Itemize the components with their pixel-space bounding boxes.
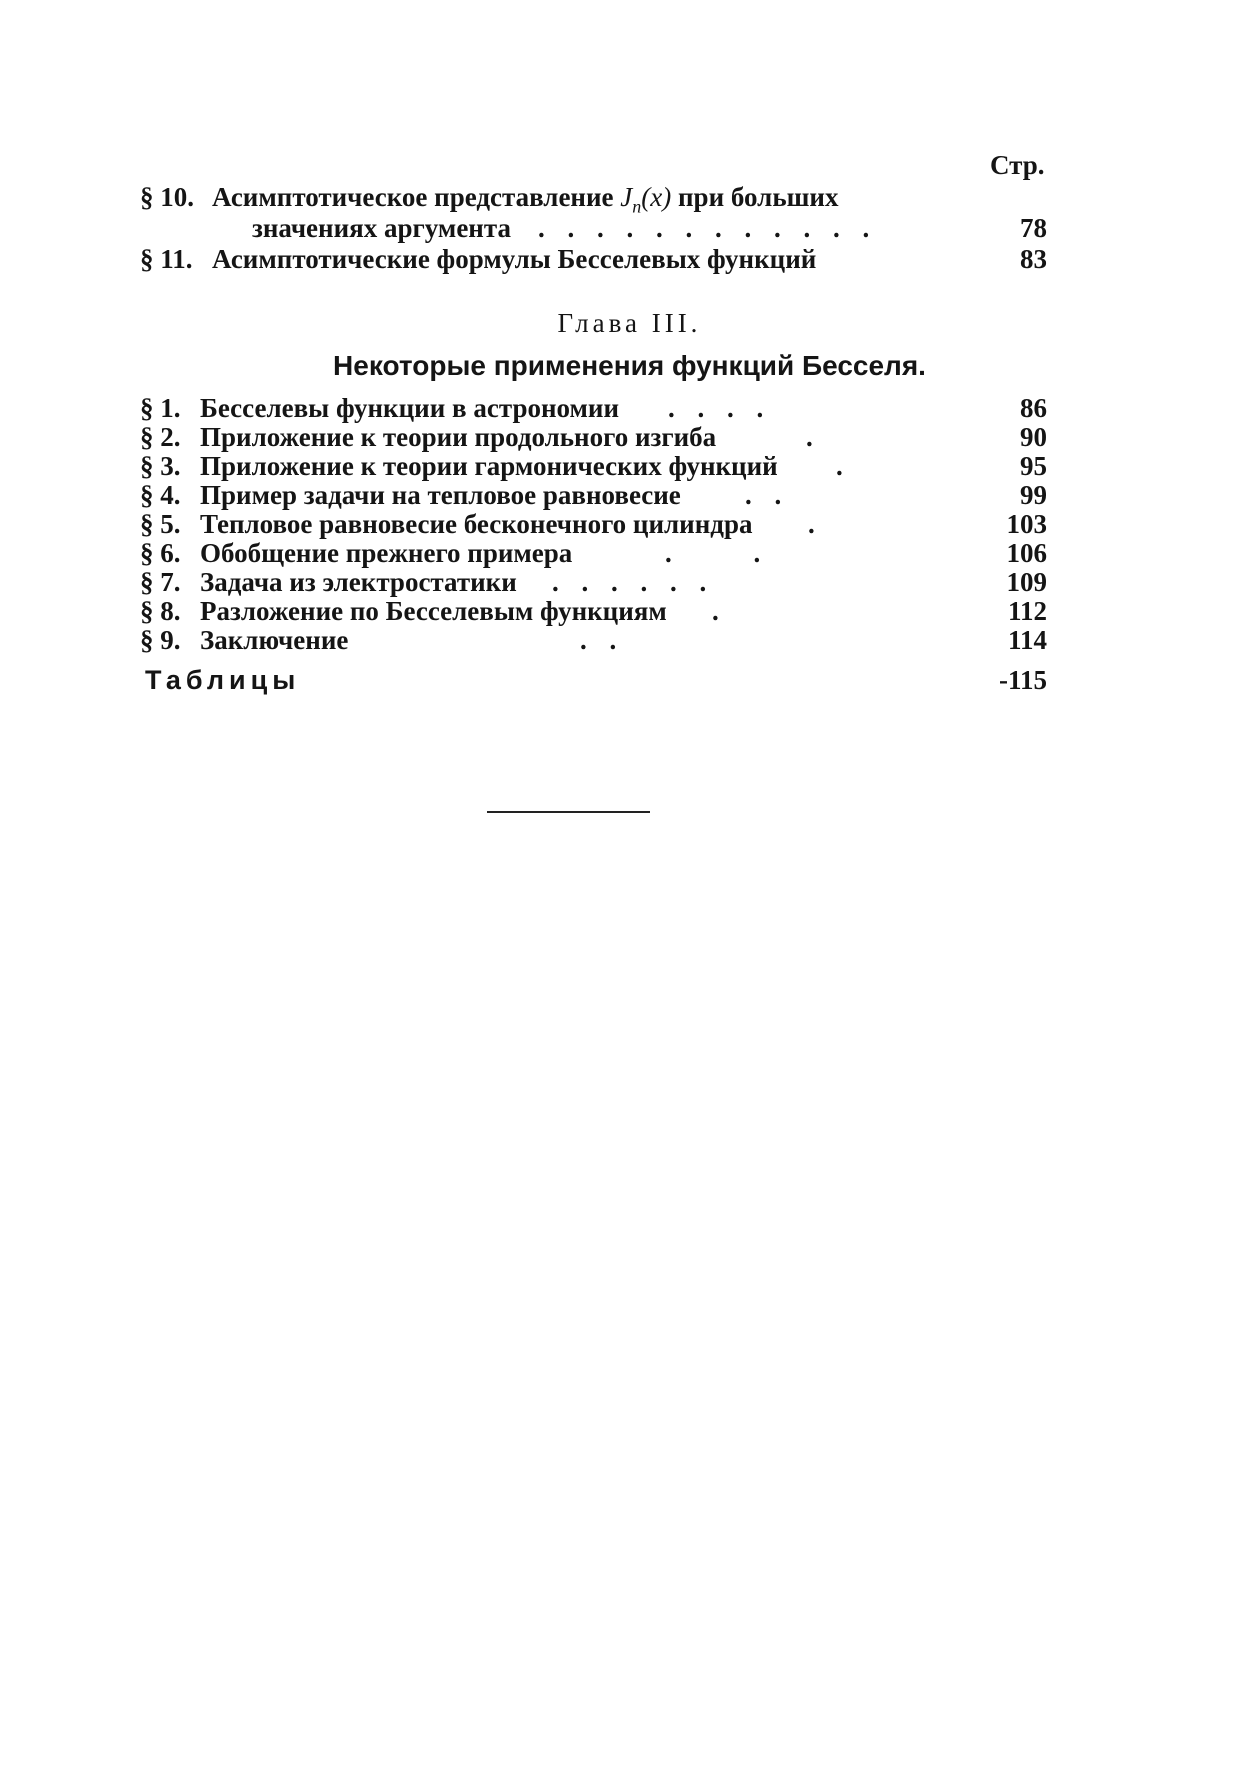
leader-dots: . . . .	[668, 393, 772, 423]
section-number: § 4.	[140, 480, 181, 510]
toc-entry	[0, 480, 1259, 510]
page-number: 78	[1020, 213, 1047, 243]
section-number: § 6.	[140, 538, 181, 568]
chapter-label: Глава III.	[557, 308, 702, 338]
leader-dots: . .	[580, 625, 625, 655]
page-number: 90	[1020, 422, 1047, 452]
page-number: 106	[1006, 538, 1047, 568]
section-title: Приложение к теории гармонических функций	[200, 451, 778, 481]
page-number: 99	[1020, 480, 1047, 510]
leader-dots: .	[712, 596, 727, 626]
page-number: 95	[1020, 451, 1047, 481]
toc-entry-continuation	[0, 213, 1259, 243]
section-title: Тепловое равновесие бесконечного цилиндра	[200, 509, 753, 539]
toc-entry	[0, 182, 1259, 217]
toc-entry	[0, 596, 1259, 626]
section-number: § 11.	[140, 244, 193, 274]
leader-dots: . .	[745, 480, 790, 510]
section-title: Заключение	[200, 625, 349, 655]
page-number: 86	[1020, 393, 1047, 423]
leader-dots: . .	[665, 538, 769, 568]
section-title-line2: значениях аргумента	[252, 213, 511, 243]
section-title: Бесселевы функции в астрономии	[200, 393, 620, 423]
page-column-header: Стр.	[990, 150, 1045, 180]
section-title: Задача из электростатики	[200, 567, 517, 597]
page-number: 109	[1006, 567, 1047, 597]
leader-dots: . . . . . . . . . . . .	[538, 213, 878, 243]
section-number: § 1.	[140, 393, 181, 423]
leader-dots: .	[806, 422, 821, 452]
section-number: § 3.	[140, 451, 181, 481]
section-title: Асимптотическое представление $J_n(x)$ при больших	[212, 182, 839, 217]
section-title: Пример задачи на тепловое равновесие	[200, 480, 681, 510]
page-number: 103	[1006, 509, 1047, 539]
section-title: Обобщение прежнего примера	[200, 538, 573, 568]
section-number: § 8.	[140, 596, 181, 626]
page-number: 112	[1007, 596, 1047, 626]
toc-entry	[0, 244, 1259, 274]
toc-entry	[0, 625, 1259, 655]
toc-entry-tables	[0, 665, 1259, 695]
toc-entry	[0, 567, 1259, 597]
page-number: 114	[1007, 625, 1047, 655]
section-number: § 7.	[140, 567, 181, 597]
page-number: 83	[1020, 244, 1047, 274]
bessel-function-symbol: $J_n(x)$	[620, 182, 672, 217]
section-number: § 2.	[140, 422, 181, 452]
section-title: Приложение к теории продольного изгиба	[200, 422, 717, 452]
section-title: Разложение по Бесселевым функциям	[200, 596, 667, 626]
section-number: § 10.	[140, 182, 194, 212]
toc-entry	[0, 393, 1259, 423]
section-number: § 5.	[140, 509, 181, 539]
page-number: -115	[998, 665, 1047, 695]
leader-dots: .	[808, 509, 823, 539]
toc-entry	[0, 451, 1259, 481]
section-number: § 9.	[140, 625, 181, 655]
end-rule	[487, 811, 650, 813]
leader-dots: .	[836, 451, 851, 481]
leader-dots: . . . . . .	[552, 567, 715, 597]
toc-entry	[0, 422, 1259, 452]
chapter-title: Некоторые применения функций Бесселя.	[333, 350, 926, 381]
tables-label: Таблицы	[145, 665, 301, 695]
toc-entry	[0, 509, 1259, 539]
toc-entry	[0, 538, 1259, 568]
section-title: Асимптотические формулы Бесселевых функций	[212, 244, 817, 274]
